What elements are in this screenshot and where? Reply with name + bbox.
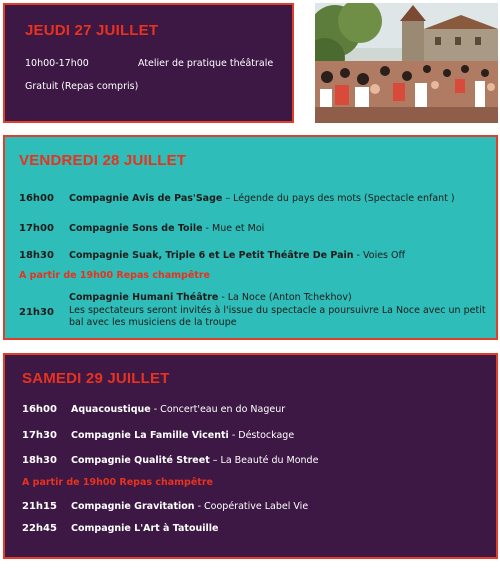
- friday-event-2: [69, 223, 264, 234]
- thursday-title: JEUDI 27 JUILLET: [25, 22, 159, 39]
- saturday-event-1: [71, 404, 285, 415]
- friday-event-1: [69, 193, 455, 204]
- saturday-event-4-time: 21h15: [22, 501, 57, 512]
- crowd-photo-graphic: [315, 3, 498, 123]
- saturday-event-5: [71, 523, 218, 534]
- saturday-event-3-company: Compagnie Qualité Street: [71, 455, 210, 466]
- saturday-repas: A partir de 19h00 Repas champêtre: [22, 477, 213, 488]
- saturday-event-4-company: Compagnie Gravitation: [71, 501, 195, 512]
- saturday-event-4: [71, 501, 308, 512]
- friday-event-2-company: Compagnie Sons de Toile: [69, 223, 203, 234]
- saturday-event-2-company: Compagnie La Famille Vicenti: [71, 430, 229, 441]
- friday-event-1-company: Compagnie Avis de Pas'Sage: [69, 193, 223, 204]
- thursday-activity: Atelier de pratique théâtrale: [138, 58, 274, 69]
- saturday-panel: [3, 353, 498, 559]
- saturday-event-3-time: 18h30: [22, 455, 57, 466]
- saturday-event-5-time: 22h45: [22, 523, 57, 534]
- friday-event-3: [69, 250, 405, 261]
- saturday-event-2-time: 17h30: [22, 430, 57, 441]
- friday-event-4: [69, 292, 352, 303]
- friday-event-3-show: - Voies Off: [353, 250, 406, 261]
- friday-event-4-company: Compagnie Humani Théâtre: [69, 292, 219, 303]
- saturday-event-1-time: 16h00: [22, 404, 57, 415]
- saturday-event-4-show: - Coopérative Label Vie: [194, 501, 309, 512]
- friday-event-2-time: 17h00: [19, 223, 54, 234]
- friday-event-1-time: 16h00: [19, 193, 54, 204]
- thursday-time: 10h00-17h00: [25, 58, 89, 69]
- saturday-event-3-show: – La Beauté du Monde: [209, 455, 319, 466]
- friday-event-3-time: 18h30: [19, 250, 54, 261]
- friday-panel: [3, 135, 498, 340]
- saturday-event-2: [71, 430, 294, 441]
- saturday-event-5-company: Compagnie L'Art à Tatouille: [71, 523, 219, 534]
- friday-event-4-note: Les spectateurs seront invités à l'issue du spectacle a poursuivre La Noce avec un petit bal avec les musiciens de la troupe: [69, 305, 486, 328]
- saturday-event-1-show: - Concert'eau en do Nageur: [150, 404, 286, 415]
- thursday-panel: [3, 3, 294, 123]
- friday-repas: A partir de 19h00 Repas champêtre: [19, 270, 210, 281]
- friday-title: VENDREDI 28 JUILLET: [19, 152, 187, 169]
- friday-event-1-show: – Légende du pays des mots (Spectacle enfant ): [222, 193, 455, 204]
- thursday-price: Gratuit (Repas compris): [25, 81, 139, 92]
- friday-event-4-time: 21h30: [19, 307, 54, 318]
- friday-event-4-show: - La Noce (Anton Tchekhov): [218, 292, 352, 303]
- friday-event-2-show: - Mue et Moi: [202, 223, 265, 234]
- crowd-photo: [315, 3, 498, 123]
- saturday-title: SAMEDI 29 JUILLET: [22, 370, 170, 387]
- saturday-event-1-company: Aquacoustique: [71, 404, 151, 415]
- saturday-event-3: [71, 455, 318, 466]
- saturday-event-2-show: - Déstockage: [228, 430, 295, 441]
- friday-event-3-company: Compagnie Suak, Triple 6 et Le Petit Théâtre De Pain: [69, 250, 354, 261]
